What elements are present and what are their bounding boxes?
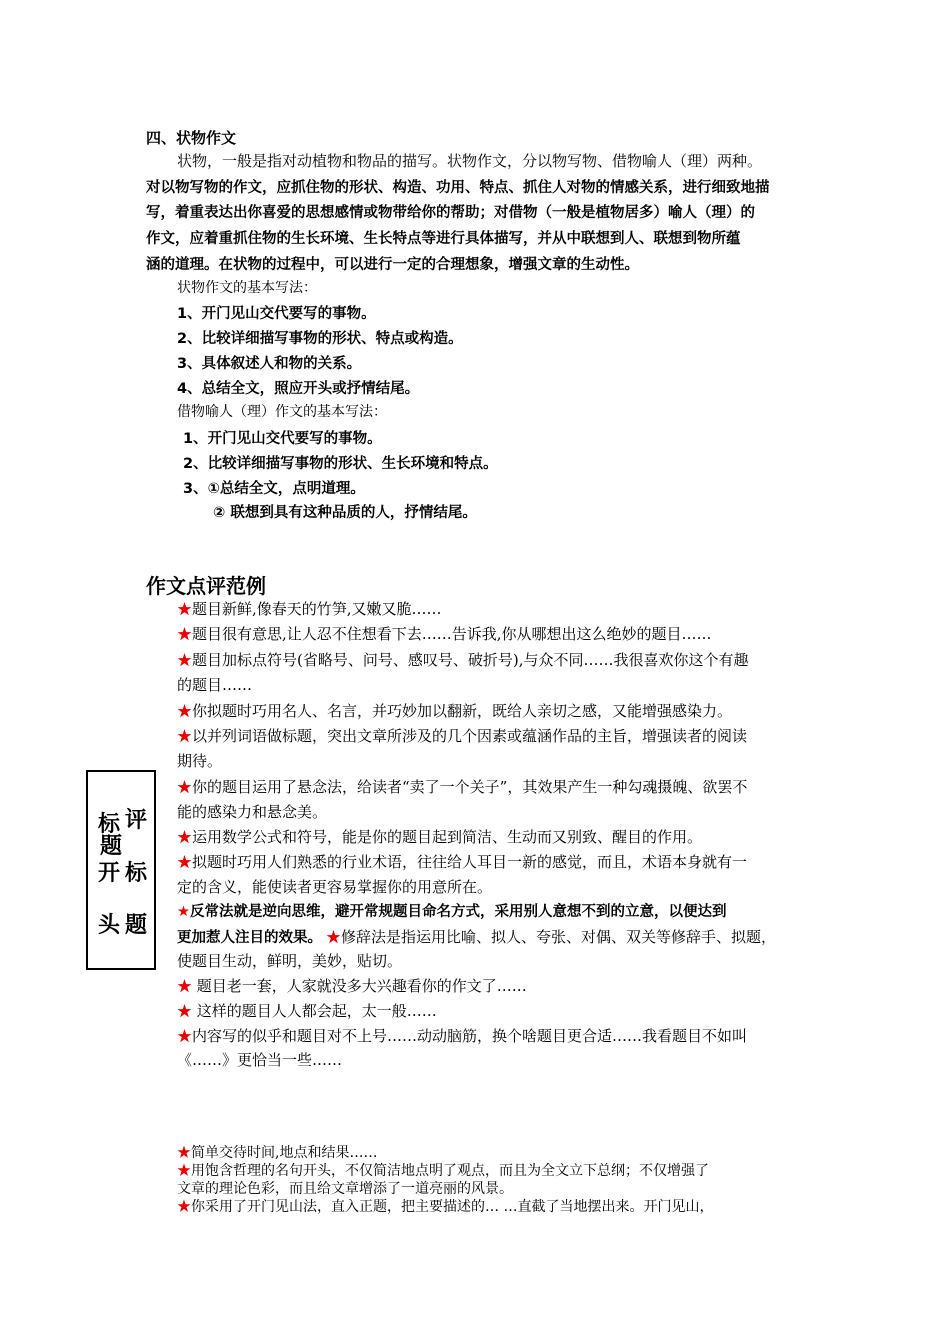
star-icon: ★ xyxy=(177,1145,191,1161)
comment-line xyxy=(177,925,776,949)
metaphor-method-label: 借物喻人（理）作文的基本写法： xyxy=(177,404,387,420)
comment-line xyxy=(177,597,442,621)
comment-text: 你拟题时巧用名人、名言，并巧妙加以翻新，既给人亲切之感，又能增强感染力。 xyxy=(192,702,733,720)
intro-line-3: 写，着重表达出你喜爱的思想感情或物带给你的帮助；对借物（一般是植物居多）喻人（理）的 xyxy=(146,205,755,221)
comment-line xyxy=(177,648,749,672)
comment-text: 内容写的似乎和题目对不上号……动动脑筋，换个啥题目更合适……我看题目不如叫 xyxy=(192,1027,748,1045)
side-label-char: 评 xyxy=(125,808,148,833)
star-icon: ★ xyxy=(177,778,193,796)
comment-text: 修辞法是指运用比喻、拟人、夸张、对偶、双关等修辞手、拟题， xyxy=(341,928,777,946)
comment-text: 更加惹人注目的效果。 xyxy=(177,930,322,946)
comment-line xyxy=(177,1024,747,1048)
star-icon: ★ xyxy=(177,977,193,995)
comment-line xyxy=(177,622,712,646)
side-label-char: 题 xyxy=(125,913,148,938)
intro-line-2: 对以物写物的作文，应抓住物的形状、构造、功用、特点、抓住人对物的情感关系，进行细致地描 xyxy=(146,180,770,196)
comment-text: 题目很有意思,让人忍不住想看下去……告诉我,你从哪想出这么绝妙的题目…… xyxy=(192,625,712,643)
opening-comment xyxy=(177,1198,713,1216)
star-icon: ★ xyxy=(177,1199,191,1215)
metaphor-step-3: 3、①总结全文，点明道理。 xyxy=(183,481,365,497)
side-label-char: 头 xyxy=(98,913,121,938)
intro-line-5: 涵的道理。在状物的过程中，可以进行一定的合理想象，增强文章的生动性。 xyxy=(146,257,639,273)
star-icon: ★ xyxy=(177,600,193,618)
intro-line-1a: 状物，一般是指对动植物和物品的描写。状物作文，分以物写物、借物喻人（理）两种。 xyxy=(177,152,763,170)
comment-line xyxy=(177,974,527,998)
side-label-char: 标 xyxy=(98,812,121,837)
comment-line xyxy=(177,999,437,1023)
comment-text: 题目加标点符号(省略号、问号、感叹号、破折号),与众不同……我很喜欢你这个有趣 xyxy=(192,651,749,669)
comment-line: 期待。 xyxy=(177,752,223,770)
comment-text: 反常法就是逆向思维，避开常规题目命名方式，采用别人意想不到的立意，以便达到 xyxy=(190,904,727,920)
comment-line: 能的感染力和悬念美。 xyxy=(177,803,328,821)
comment-line: 使题目生动，鲜明，美妙，贴切。 xyxy=(177,952,403,970)
comment-line xyxy=(177,724,747,748)
comment-inline xyxy=(326,925,776,949)
comment-text: 简单交待时间,地点和结果…… xyxy=(191,1145,378,1161)
review-title: 作文点评范例 xyxy=(146,574,266,598)
comment-line: 的题目…… xyxy=(177,676,253,694)
star-icon: ★ xyxy=(177,853,193,871)
basic-step-1: 1、开门见山交代要写的事物。 xyxy=(177,306,376,322)
comment-line xyxy=(177,850,747,874)
star-icon: ★ xyxy=(177,727,193,745)
basic-method-label: 状物作文的基本写法： xyxy=(177,280,317,296)
comment-text: 题目老一套，人家就没多大兴趣看你的作文了…… xyxy=(192,977,527,995)
side-label-char: 开 xyxy=(98,861,121,886)
comment-text: 拟题时巧用人们熟悉的行业术语，往往给人耳目一新的感觉，而且，术语本身就有一 xyxy=(192,853,748,871)
comment-line: 定的含义，能使读者更容易掌握你的用意所在。 xyxy=(177,878,493,896)
star-icon: ★ xyxy=(177,904,190,920)
basic-step-4: 4、总结全文，照应开头或抒情结尾。 xyxy=(177,381,420,397)
metaphor-step-2: 2、比较详细描写事物的形状、生长环境和特点。 xyxy=(183,456,498,472)
star-icon: ★ xyxy=(177,1002,193,1020)
comment-text: 你采用了开门见山法，直入正题，把主要描述的… …直截了当地摆出来。开门见山， xyxy=(191,1199,714,1215)
star-icon: ★ xyxy=(177,1163,191,1179)
basic-step-2: 2、比较详细描写事物的形状、特点或构造。 xyxy=(177,331,463,347)
side-label-char: 标 xyxy=(125,861,148,886)
star-icon: ★ xyxy=(326,928,342,946)
star-icon: ★ xyxy=(177,702,193,720)
star-icon: ★ xyxy=(177,1027,193,1045)
intro-line-4: 作文，应着重抓住物的生长环境、生长特点等进行具体描写，并从中联想到人、联想到物所蕴 xyxy=(146,231,741,247)
comment-line xyxy=(177,775,747,799)
metaphor-step-1: 1、开门见山交代要写的事物。 xyxy=(183,431,382,447)
comment-line: 《……》更恰当一些…… xyxy=(177,1051,343,1069)
side-label-char: 题 xyxy=(100,834,123,859)
comment-line xyxy=(177,699,732,723)
comment-text: 这样的题目人人都会起，太一般…… xyxy=(192,1002,437,1020)
metaphor-step-3b: ② 联想到具有这种品质的人，抒情结尾。 xyxy=(213,505,477,521)
comment-line xyxy=(177,900,727,921)
section-heading: 四、状物作文 xyxy=(146,129,237,147)
comment-text: 以并列词语做标题，突出文章所涉及的几个因素或蕴涵作品的主旨，增强读者的阅读 xyxy=(192,727,748,745)
comment-text: 你的题目运用了悬念法，给读者“卖了一个关子”，其效果产生一种勾魂摄魄、欲罢不 xyxy=(192,778,748,796)
comment-text: 用饱含哲理的名句开头，不仅简洁地点明了观点，而且为全文立下总纲；不仅增强了 xyxy=(191,1163,709,1179)
opening-comment xyxy=(177,1162,709,1180)
intro-line-1 xyxy=(177,149,762,173)
comment-line xyxy=(177,825,702,849)
star-icon: ★ xyxy=(177,625,193,643)
comment-text: 运用数学公式和符号，能是你的题目起到简洁、生动而又别致、醒目的作用。 xyxy=(192,828,703,846)
star-icon: ★ xyxy=(177,651,193,669)
basic-step-3: 3、具体叙述人和物的关系。 xyxy=(177,356,362,372)
star-icon: ★ xyxy=(177,828,193,846)
comment-text: 题目新鲜,像春天的竹笋,又嫩又脆…… xyxy=(192,600,442,618)
opening-comment: 文章的理论色彩，而且给文章增添了一道亮丽的风景。 xyxy=(177,1181,513,1197)
opening-comment xyxy=(177,1144,377,1162)
